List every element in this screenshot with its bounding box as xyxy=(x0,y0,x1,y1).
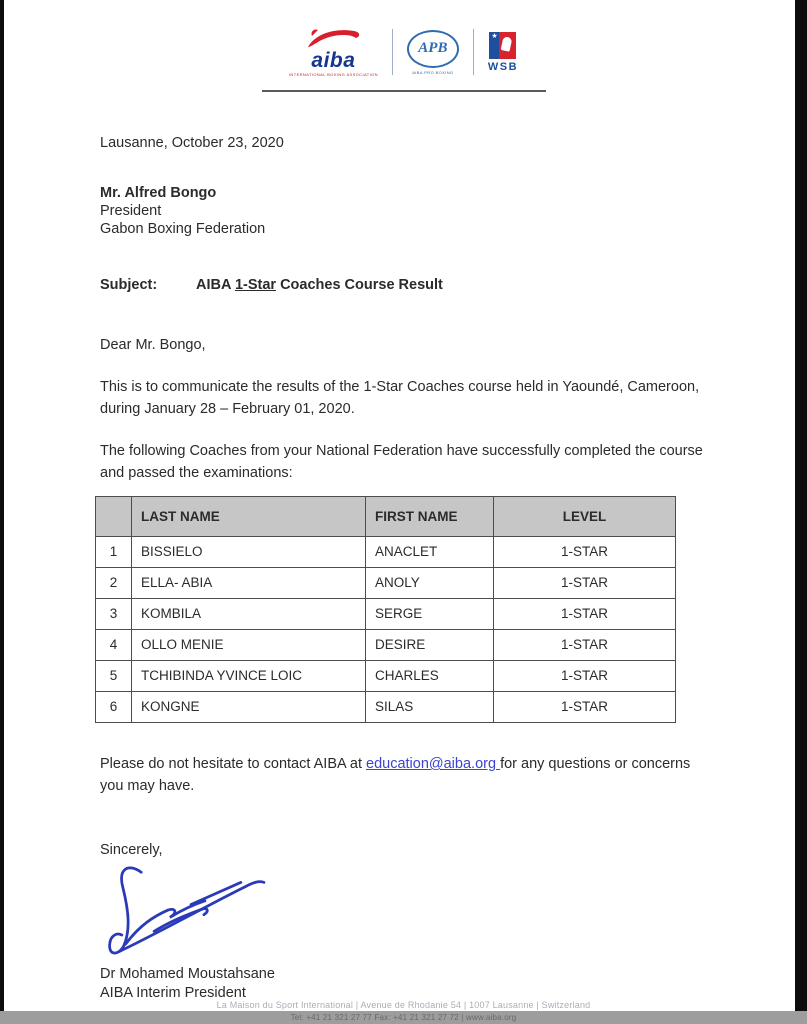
recipient-name: Mr. Alfred Bongo xyxy=(100,185,217,201)
cell-number: 1 xyxy=(96,537,132,568)
aiba-subtext: INTERNATIONAL BOXING ASSOCIATION xyxy=(288,72,378,77)
apb-wordmark: APB xyxy=(418,40,448,56)
cell-first-name: SILAS xyxy=(366,692,494,723)
scan-edge-left xyxy=(0,0,4,1024)
footer-contact: Tel: +41 21 321 27 77 Fax: +41 21 321 27 72 | www.aiba.org xyxy=(290,1013,517,1022)
header-number xyxy=(96,497,132,537)
cell-last-name: KONGNE xyxy=(132,692,366,723)
cell-last-name: TCHIBINDA YVINCE LOIC xyxy=(132,661,366,692)
contact-paragraph: Please do not hesitate to contact AIBA at education@aiba.org for any questions or concerns you may have. xyxy=(100,756,691,794)
header-last-name: LAST NAME xyxy=(132,497,366,537)
subject-underlined-term: 1-Star xyxy=(234,277,277,293)
cell-number: 6 xyxy=(96,692,132,723)
cell-last-name: OLLO MENIE xyxy=(132,630,366,661)
cell-level: 1-STAR xyxy=(494,537,676,568)
table-row xyxy=(96,568,676,599)
recipient-title: President xyxy=(100,203,162,219)
cell-last-name: ELLA- ABIA xyxy=(132,568,366,599)
page-footer xyxy=(0,1000,807,1024)
logo-row xyxy=(0,24,807,80)
letterhead-rule xyxy=(262,90,546,92)
aiba-logo xyxy=(289,27,378,77)
subject-text: AIBA 1-Star Coaches Course Result xyxy=(196,277,443,293)
subject-line xyxy=(100,274,712,296)
cell-level: 1-STAR xyxy=(494,692,676,723)
closing: Sincerely, xyxy=(100,842,163,858)
cell-first-name: SERGE xyxy=(366,599,494,630)
subject-label: Subject: xyxy=(100,277,158,293)
logo-divider xyxy=(473,29,474,75)
wsb-flag-icon xyxy=(489,32,516,59)
wsb-wordmark: WSB xyxy=(487,60,519,73)
paragraph-results: This is to communicate the results of the 1-Star Coaches course held in Yaoundé, Cameroon, during January 28 – February 01, 2020. xyxy=(100,379,700,417)
cell-level: 1-STAR xyxy=(494,661,676,692)
cell-first-name: DESIRE xyxy=(366,630,494,661)
table-row xyxy=(96,599,676,630)
coaches-results-table xyxy=(95,496,676,723)
apb-logo xyxy=(407,30,459,75)
cell-number: 3 xyxy=(96,599,132,630)
cell-first-name: ANOLY xyxy=(366,568,494,599)
cell-last-name: BISSIELO xyxy=(132,537,366,568)
cell-number: 5 xyxy=(96,661,132,692)
footer-bar xyxy=(0,1011,807,1024)
paragraph-intro-table: The following Coaches from your National Federation have successfully completed the course and passed the examinations: xyxy=(100,443,703,481)
wsb-logo xyxy=(488,32,518,73)
signer-block xyxy=(100,965,712,1003)
scan-edge-right xyxy=(795,0,807,1024)
signature xyxy=(100,863,712,959)
wsb-star-icon: ★ xyxy=(489,32,499,59)
header-first-name: FIRST NAME xyxy=(366,497,494,537)
recipient-organization: Gabon Boxing Federation xyxy=(100,221,266,237)
logo-divider xyxy=(392,29,393,75)
letter-body xyxy=(100,132,712,1003)
cell-first-name: ANACLET xyxy=(366,537,494,568)
table-header-row xyxy=(96,497,676,537)
apb-oval-icon xyxy=(407,30,459,68)
table-row xyxy=(96,661,676,692)
cell-first-name: CHARLES xyxy=(366,661,494,692)
recipient-block xyxy=(100,184,712,238)
aiba-wordmark: aiba xyxy=(311,49,356,72)
signer-name: Dr Mohamed Moustahsane xyxy=(100,966,275,982)
table-row xyxy=(96,630,676,661)
cell-level: 1-STAR xyxy=(494,630,676,661)
dateline: Lausanne, October 23, 2020 xyxy=(100,135,284,151)
cell-number: 2 xyxy=(96,568,132,599)
table-row xyxy=(96,537,676,568)
cell-last-name: KOMBILA xyxy=(132,599,366,630)
cell-number: 4 xyxy=(96,630,132,661)
table-row xyxy=(96,692,676,723)
wsb-boxer-icon xyxy=(499,32,516,59)
cell-level: 1-STAR xyxy=(494,599,676,630)
handwritten-signature-icon xyxy=(100,947,295,963)
education-email-link[interactable]: education@aiba.org xyxy=(366,756,501,772)
letterhead xyxy=(0,0,807,92)
footer-address: La Maison du Sport International | Avenue de Rhodanie 54 | 1007 Lausanne | Switzerland xyxy=(216,1000,591,1010)
salutation: Dear Mr. Bongo, xyxy=(100,337,206,353)
header-level: LEVEL xyxy=(494,497,676,537)
cell-level: 1-STAR xyxy=(494,568,676,599)
signer-title: AIBA Interim President xyxy=(100,985,246,1001)
apb-subtext: AIBA PRO BOXING xyxy=(412,69,454,75)
